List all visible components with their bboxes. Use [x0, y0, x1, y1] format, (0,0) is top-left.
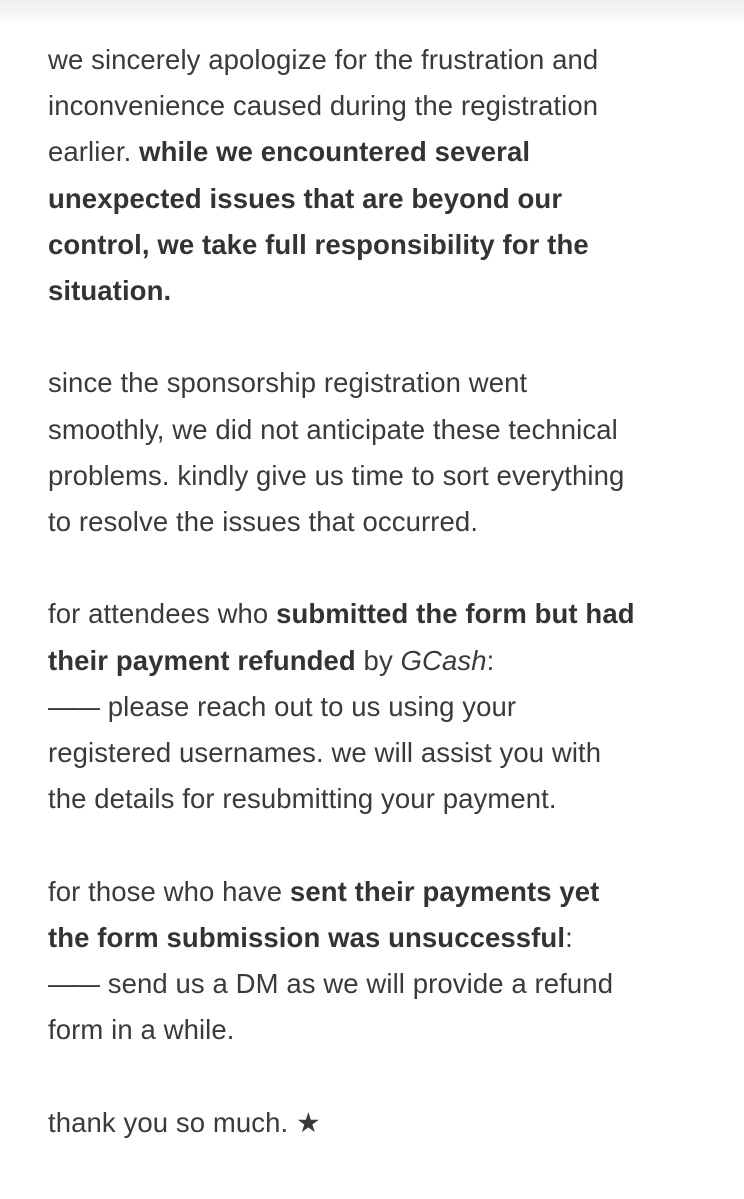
apology-paragraph — [48, 37, 728, 314]
gcash-text: GCash — [400, 644, 487, 676]
dash-bullet: —— — [48, 968, 97, 1000]
unsuccessful-instruction-text: send us a DM as we will provide a refund form in a while. — [48, 968, 614, 1046]
refunded-intro-text: for attendees who — [48, 598, 277, 630]
unsuccessful-condition-text: sent their payments yet the form submission was unsuccessful — [48, 875, 600, 953]
top-fade-strip — [0, 0, 744, 26]
star-icon: ★ — [296, 1106, 321, 1138]
thank-you-text: thank you so much. — [48, 1106, 297, 1138]
responsibility-text: while we encountered several unexpected issues that are beyond our control, we take full responsibility for the situation. — [48, 136, 589, 307]
apology-text: we sincerely apologize for the frustration and inconvenience caused during the registration earlier. — [48, 44, 599, 168]
unsuccessful-submission-paragraph — [48, 869, 728, 1054]
technical-problems-text: since the sponsorship registration went smoothly, we did not anticipate these technical problems. kindly give us time to sort everything to resolve the issues that occurred. — [48, 367, 625, 538]
refunded-condition-text: submitted the form but had their payment refunded — [48, 598, 635, 676]
unsuccessful-intro-text: for those who have — [48, 875, 290, 907]
refunded-attendees-paragraph — [48, 591, 728, 822]
colon-text: : — [565, 921, 573, 953]
thank-you-paragraph — [48, 1100, 728, 1146]
note-body — [48, 37, 728, 1146]
colon-text: : — [486, 644, 495, 676]
refunded-instruction-text: please reach out to us using your registered usernames. we will assist you with the details for resubmitting your payment. — [48, 690, 602, 815]
dash-bullet: —— — [48, 690, 97, 722]
by-text: by — [355, 644, 401, 676]
technical-problems-paragraph — [48, 360, 728, 545]
